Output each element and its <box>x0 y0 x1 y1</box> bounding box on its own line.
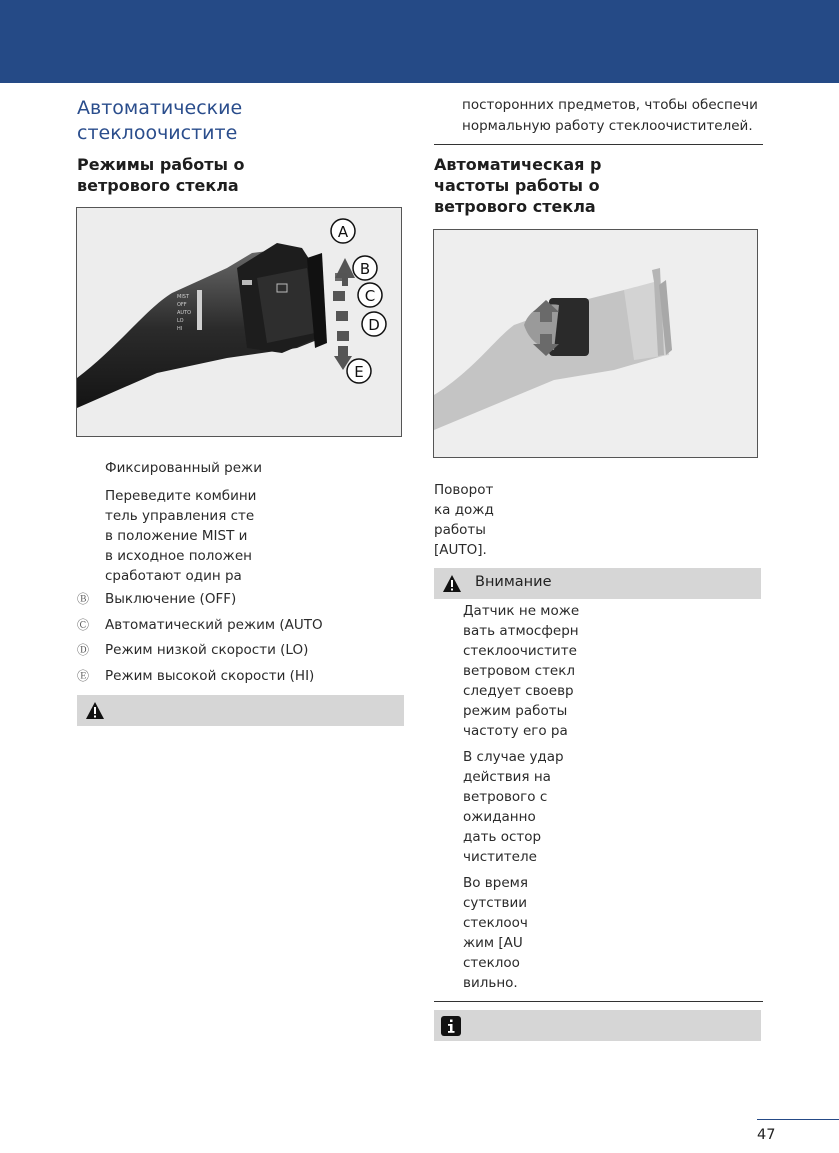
left-subtitle <box>77 154 245 196</box>
warning-line: вать атмосферн <box>463 623 579 639</box>
warning-line: стеклоо <box>463 955 520 971</box>
list-marker: Ⓔ <box>77 669 90 683</box>
list-marker: Ⓑ <box>77 592 90 606</box>
right-subtitle-line: ветрового стекла <box>434 197 596 216</box>
right-top-paragraph <box>462 95 758 137</box>
section-title-line: Автоматические <box>77 97 243 119</box>
header-bar <box>0 0 839 83</box>
right-top-line: посторонних предметов, чтобы обеспечи <box>462 97 758 113</box>
info-icon <box>441 1016 461 1036</box>
page-number: 47 <box>757 1127 776 1143</box>
left-warning-bar <box>77 695 404 726</box>
warning-line: стеклоочистите <box>463 643 577 659</box>
right-subtitle <box>434 154 601 217</box>
mist-mode-line: в положение MIST и <box>105 528 248 544</box>
wiper-switch-figure <box>76 207 402 437</box>
footer-rule <box>757 1119 839 1120</box>
auto-paragraph-line: ка дожд <box>434 502 494 518</box>
warning-line: действия на <box>463 769 551 785</box>
figure-label-e: E <box>354 363 364 381</box>
rotary-switch-illustration <box>434 230 757 457</box>
figure-label-a: A <box>337 223 349 241</box>
figure-label-c: C <box>364 287 376 305</box>
warning-line: режим работы <box>463 703 568 719</box>
figure-label-b: B <box>359 260 371 278</box>
figure-label-d: D <box>368 316 380 334</box>
right-warning-bar <box>434 568 761 599</box>
warning-paragraph <box>463 601 579 741</box>
warning-line: стеклооч <box>463 915 528 931</box>
warning-line: В случае удар <box>463 749 564 765</box>
warning-line: Во время <box>463 875 528 891</box>
wiper-switch-illustration <box>77 208 401 436</box>
auto-wiper-figure <box>433 229 758 458</box>
warning-line: следует своевр <box>463 683 574 699</box>
mist-mode-line: в исходное положен <box>105 548 252 564</box>
left-subtitle-line: Режимы работы о <box>77 155 245 174</box>
mist-mode-block <box>105 458 262 586</box>
mist-mode-line: тель управления сте <box>105 508 255 524</box>
warning-paragraph <box>463 873 579 993</box>
warning-line: чистителе <box>463 849 537 865</box>
list-text: Режим низкой скорости (LO) <box>105 642 309 658</box>
mist-mode-line: Переведите комбини <box>105 488 257 504</box>
warning-line: дать остор <box>463 829 542 845</box>
auto-paragraph-line: Поворот <box>434 482 494 498</box>
warning-body <box>463 601 579 993</box>
auto-paragraph-line: [AUTO]. <box>434 542 487 558</box>
warning-line: Датчик не може <box>463 603 580 619</box>
list-text: Выключение (OFF) <box>105 591 237 607</box>
section-title <box>77 96 242 146</box>
right-top-line: нормальную работу стеклоочистителей. <box>462 118 753 134</box>
mist-mode-line: сработают один ра <box>105 568 242 584</box>
list-text: Автоматический режим (AUTO <box>105 617 323 633</box>
switch-label-hi: HI <box>177 326 183 332</box>
warning-line: частоту его ра <box>463 723 568 739</box>
warning-triangle-icon <box>85 701 105 720</box>
auto-paragraph-line: работы <box>434 522 486 538</box>
switch-label-off: OFF <box>177 302 187 308</box>
warning-line: ожиданно <box>463 809 536 825</box>
section-title-line: стеклоочистите <box>77 122 238 144</box>
right-subtitle-line: частоты работы о <box>434 176 600 195</box>
info-bar <box>434 1010 761 1041</box>
list-text: Режим высокой скорости (HI) <box>105 668 315 684</box>
warning-triangle-icon <box>442 574 462 593</box>
warning-title: Внимание <box>475 574 552 590</box>
warning-line: жим [AU <box>463 935 523 951</box>
right-subtitle-line: Автоматическая р <box>434 155 602 174</box>
switch-label-auto: AUTO <box>177 310 192 316</box>
switch-label-lo: LO <box>177 318 184 324</box>
left-subtitle-line: ветрового стекла <box>77 176 239 195</box>
mist-mode-title: Фиксированный режи <box>105 460 262 476</box>
divider <box>434 144 763 145</box>
divider <box>434 1001 763 1002</box>
warning-line: сутствии <box>463 895 528 911</box>
warning-line: ветрового с <box>463 789 548 805</box>
switch-label-mist: MIST <box>177 294 190 300</box>
warning-paragraph <box>463 747 579 867</box>
auto-paragraph <box>434 480 494 560</box>
warning-line: ветровом стекл <box>463 663 576 679</box>
warning-line: вильно. <box>463 975 518 991</box>
list-marker: Ⓓ <box>77 643 90 657</box>
list-marker: Ⓒ <box>77 618 90 632</box>
